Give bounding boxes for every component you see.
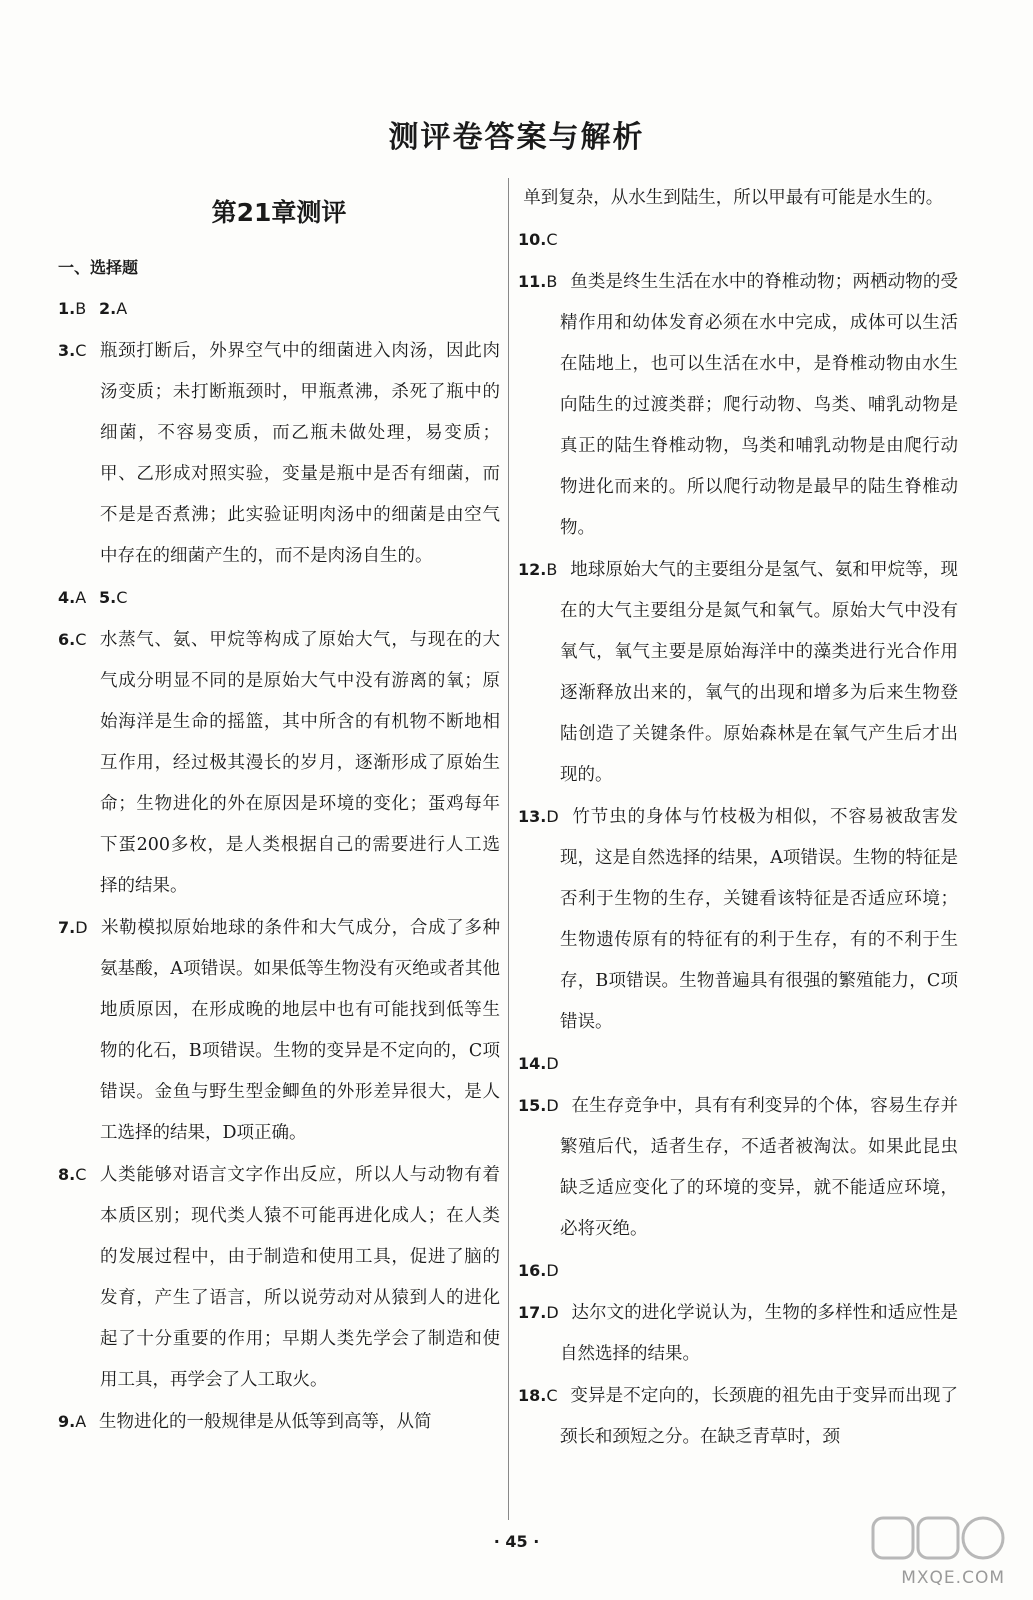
answer-letter: C <box>546 230 558 249</box>
answer-letter: C <box>75 341 87 360</box>
question-number: 18. <box>518 1386 547 1405</box>
answer-letter: B <box>546 272 558 291</box>
explanation-text: 达尔文的进化学说认为，生物的多样性和适应性是自然选择的结果。 <box>560 1303 958 1364</box>
right-column <box>518 178 958 1458</box>
answer-item <box>58 330 500 577</box>
explanation-text: 人类能够对语言文字作出反应，所以人与动物有着本质区别；现代类人猿不可能再进化成人；在人类的发展过程中，由于制造和使用工具，促进了脑的发育，产生了语言，所以说劳动对从猿到人的进化起了十分重要的作用；早期人类先学会了制造和使用工具，再学会了人工取火。 <box>99 1165 500 1390</box>
section-title: 一、选择题 <box>58 258 139 277</box>
question-number: 17. <box>518 1303 547 1322</box>
question-number: 12. <box>518 560 547 579</box>
answer-item <box>518 796 958 1043</box>
answer-item <box>58 907 500 1154</box>
question-number: 7. <box>58 918 76 937</box>
question-number: 5. <box>98 588 117 607</box>
answer-item <box>518 549 958 796</box>
answer-item <box>58 288 500 330</box>
answer-letter: C <box>75 630 87 649</box>
answer-letter: D <box>546 1054 559 1073</box>
answer-item <box>518 1043 958 1085</box>
chapter-title: 第21章测评 <box>211 198 347 227</box>
question-number: 16. <box>518 1261 547 1280</box>
answer-item <box>518 261 958 549</box>
left-column <box>58 182 500 1443</box>
question-number: 2. <box>99 299 117 318</box>
page-number: · 45 · <box>493 1532 540 1551</box>
question-number: 15. <box>518 1096 547 1115</box>
explanation-text: 生物进化的一般规律是从低等到高等，从简 <box>98 1412 432 1432</box>
answer-letter: D <box>546 807 559 826</box>
left-answer-list <box>58 288 500 1443</box>
answer-item <box>518 1375 958 1458</box>
explanation-text: 水蒸气、氨、甲烷等构成了原始大气，与现在的大气成分明显不同的是原始大气中没有游离的氧；原始海洋是生命的摇篮，其中所含的有机物不断地相互作用，经过极其漫长的岁月，逐渐形成了原始生命；生物进化的外在原因是环境的变化；蛋鸡每年下蛋200多枚，是人类根据自己的需要进行人工选择的结果。 <box>99 630 500 896</box>
answer-letter: A <box>75 1412 87 1431</box>
answer-letter: C <box>116 588 128 607</box>
answer-item <box>58 1401 500 1443</box>
answer-letter: A <box>116 299 128 318</box>
answer-item <box>518 1085 958 1250</box>
question-number: 13. <box>518 807 547 826</box>
explanation-text: 地球原始大气的主要组分是氢气、氨和甲烷等，现在的大气主要组分是氮气和氧气。原始大气中没有氧气，氧气主要是原始海洋中的藻类进行光合作用逐渐释放出来的，氧气的出现和增多为后来生物登陆创造了关键条件。原始森林是在氧气产生后才出现的。 <box>560 560 958 785</box>
answer-item <box>58 1154 500 1401</box>
answer-item <box>518 1250 958 1292</box>
question-number: 6. <box>58 630 76 649</box>
answer-item <box>58 577 500 619</box>
explanation-text: 瓶颈打断后，外界空气中的细菌进入肉汤，因此肉汤变质；未打断瓶颈时，甲瓶煮沸，杀死了瓶中的细菌，不容易变质，而乙瓶未做处理，易变质；甲、乙形成对照实验，变量是瓶中是否有细菌，而不是是否煮沸；此实验证明肉汤中的细菌是由空气中存在的细菌产生的，而不是肉汤自生的。 <box>99 341 500 566</box>
question-number: 1. <box>58 299 76 318</box>
answer-letter: C <box>75 1165 87 1184</box>
question-number: 8. <box>58 1165 76 1184</box>
column-divider <box>508 178 509 1520</box>
answer-letter: D <box>75 918 88 937</box>
question-number: 3. <box>58 341 76 360</box>
question-number: 11. <box>518 272 547 291</box>
continuation-text: 单到复杂，从水生到陆生，所以甲最有可能是水生的。 <box>523 188 944 208</box>
answer-letter: D <box>546 1096 559 1115</box>
answer-letter: C <box>546 1386 558 1405</box>
answer-item <box>518 1292 958 1375</box>
question-number: 14. <box>518 1054 547 1073</box>
answer-letter: D <box>546 1303 559 1322</box>
question-number: 9. <box>58 1412 76 1431</box>
explanation-text: 米勒模拟原始地球的条件和大气成分，合成了多种氨基酸，A项错误。如果低等生物没有灭绝或者其他地质原因，在形成晚的地层中也有可能找到低等生物的化石，B项错误。生物的变异是不定向的，C项错误。金鱼与野生型金鲫鱼的外形差异很大，是人工选择的结果，D项正确。 <box>100 918 500 1143</box>
right-answer-list <box>518 219 958 1458</box>
answer-letter: D <box>546 1261 559 1280</box>
watermark-text: MXQE.COM <box>901 1568 1005 1588</box>
answer-item <box>518 219 958 261</box>
explanation-text: 在生存竞争中，具有有利变异的个体，容易生存并繁殖后代，适者生存，不适者被淘汰。如果此昆虫缺乏适应变化了的环境的变异，就不能适应环境，必将灭绝。 <box>560 1096 958 1239</box>
explanation-text: 竹节虫的身体与竹枝极为相似，不容易被敌害发现，这是自然选择的结果，A项错误。生物的特征是否利于生物的生存，关键看该特征是否适应环境；生物遗传原有的特征有的利于生存，有的不利于生存，B项错误。生物普遍具有很强的繁殖能力，C项错误。 <box>560 807 958 1032</box>
answer-item <box>58 619 500 907</box>
answer-letter: B <box>546 560 558 579</box>
answer-letter: A <box>75 588 87 607</box>
explanation-text: 鱼类是终生生活在水中的脊椎动物；两栖动物的受精作用和幼体发育必须在水中完成，成体可以生活在陆地上，也可以生活在水中，是脊椎动物由水生向陆生的过渡类群；爬行动物、鸟类、哺乳动物是真正的陆生脊椎动物，鸟类和哺乳动物是由爬行动物进化而来的。所以爬行动物是最早的陆生脊椎动物。 <box>560 272 958 538</box>
explanation-text: 变异是不定向的，长颈鹿的祖先由于变异而出现了颈长和颈短之分。在缺乏青草时，颈 <box>560 1386 958 1447</box>
page-title: 测评卷答案与解析 <box>388 120 645 155</box>
answer-letter: B <box>75 299 87 318</box>
question-number: 10. <box>518 230 547 249</box>
question-number: 4. <box>58 588 76 607</box>
